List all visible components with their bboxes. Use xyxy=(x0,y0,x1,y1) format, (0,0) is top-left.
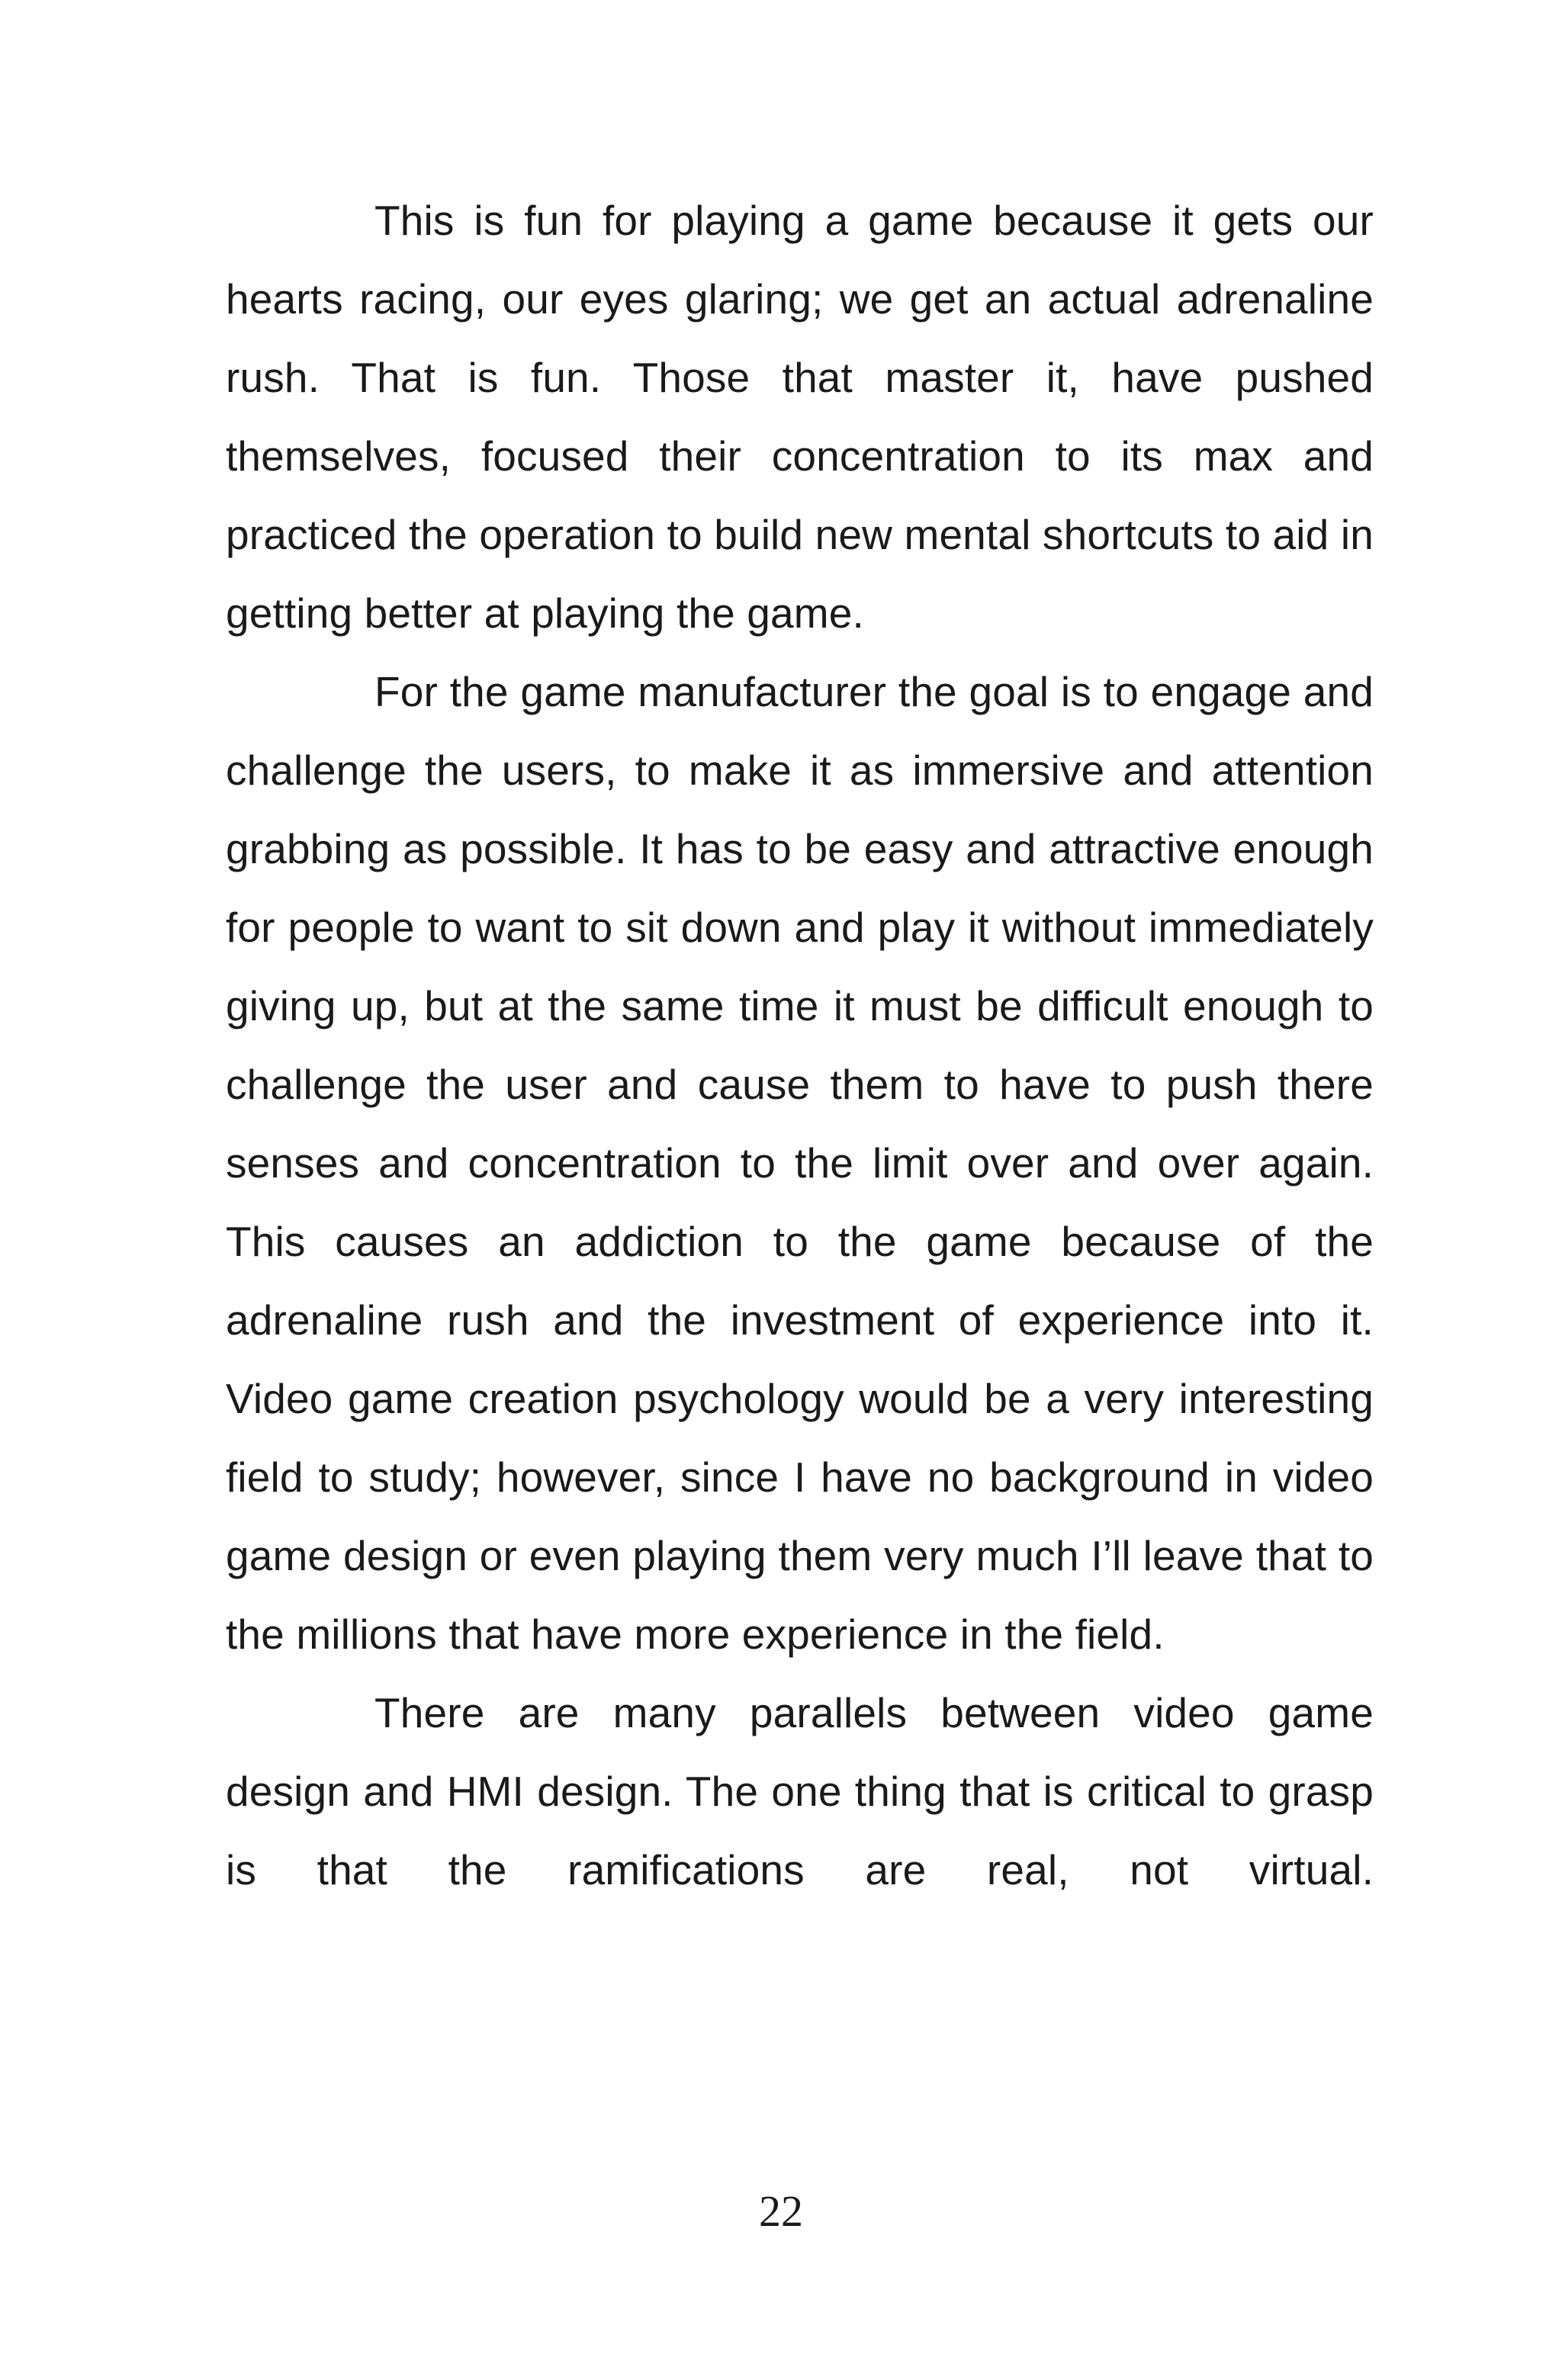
paragraph-1: This is fun for playing a game because it gets our hearts racing, our eyes glaring; we get an actual adrenaline rush. That is fun. Those that master it, have pushed themselves, focused their concentration to its max and practiced the operation to build new mental shortcuts to aid in getting better at playing the game. xyxy=(226,197,1374,637)
paragraph-3: There are many parallels between video game design and HMI design. The one thing that is critical to grasp is that the ramifications are real, not virtual. xyxy=(226,1689,1374,1893)
paragraph-2: For the game manufacturer the goal is to engage and challenge the users, to make it as immersive and attention grabbing as possible. It has to be easy and attractive enough for people to want to sit down and play it without immediately giving up, but at the same time it must be difficult enough to challenge the user and cause them to have to push there senses and concentration to the limit over and over again. This causes an addiction to the game because of the adrenaline rush and the investment of experience into it. Video game creation psychology would be a very interesting field to study; however, since I have no background in video game design or even playing them very much I’ll leave that to the millions that have more experience in the field. xyxy=(226,668,1374,1658)
body-text xyxy=(226,181,1374,1909)
page-number: 22 xyxy=(759,2186,803,2236)
